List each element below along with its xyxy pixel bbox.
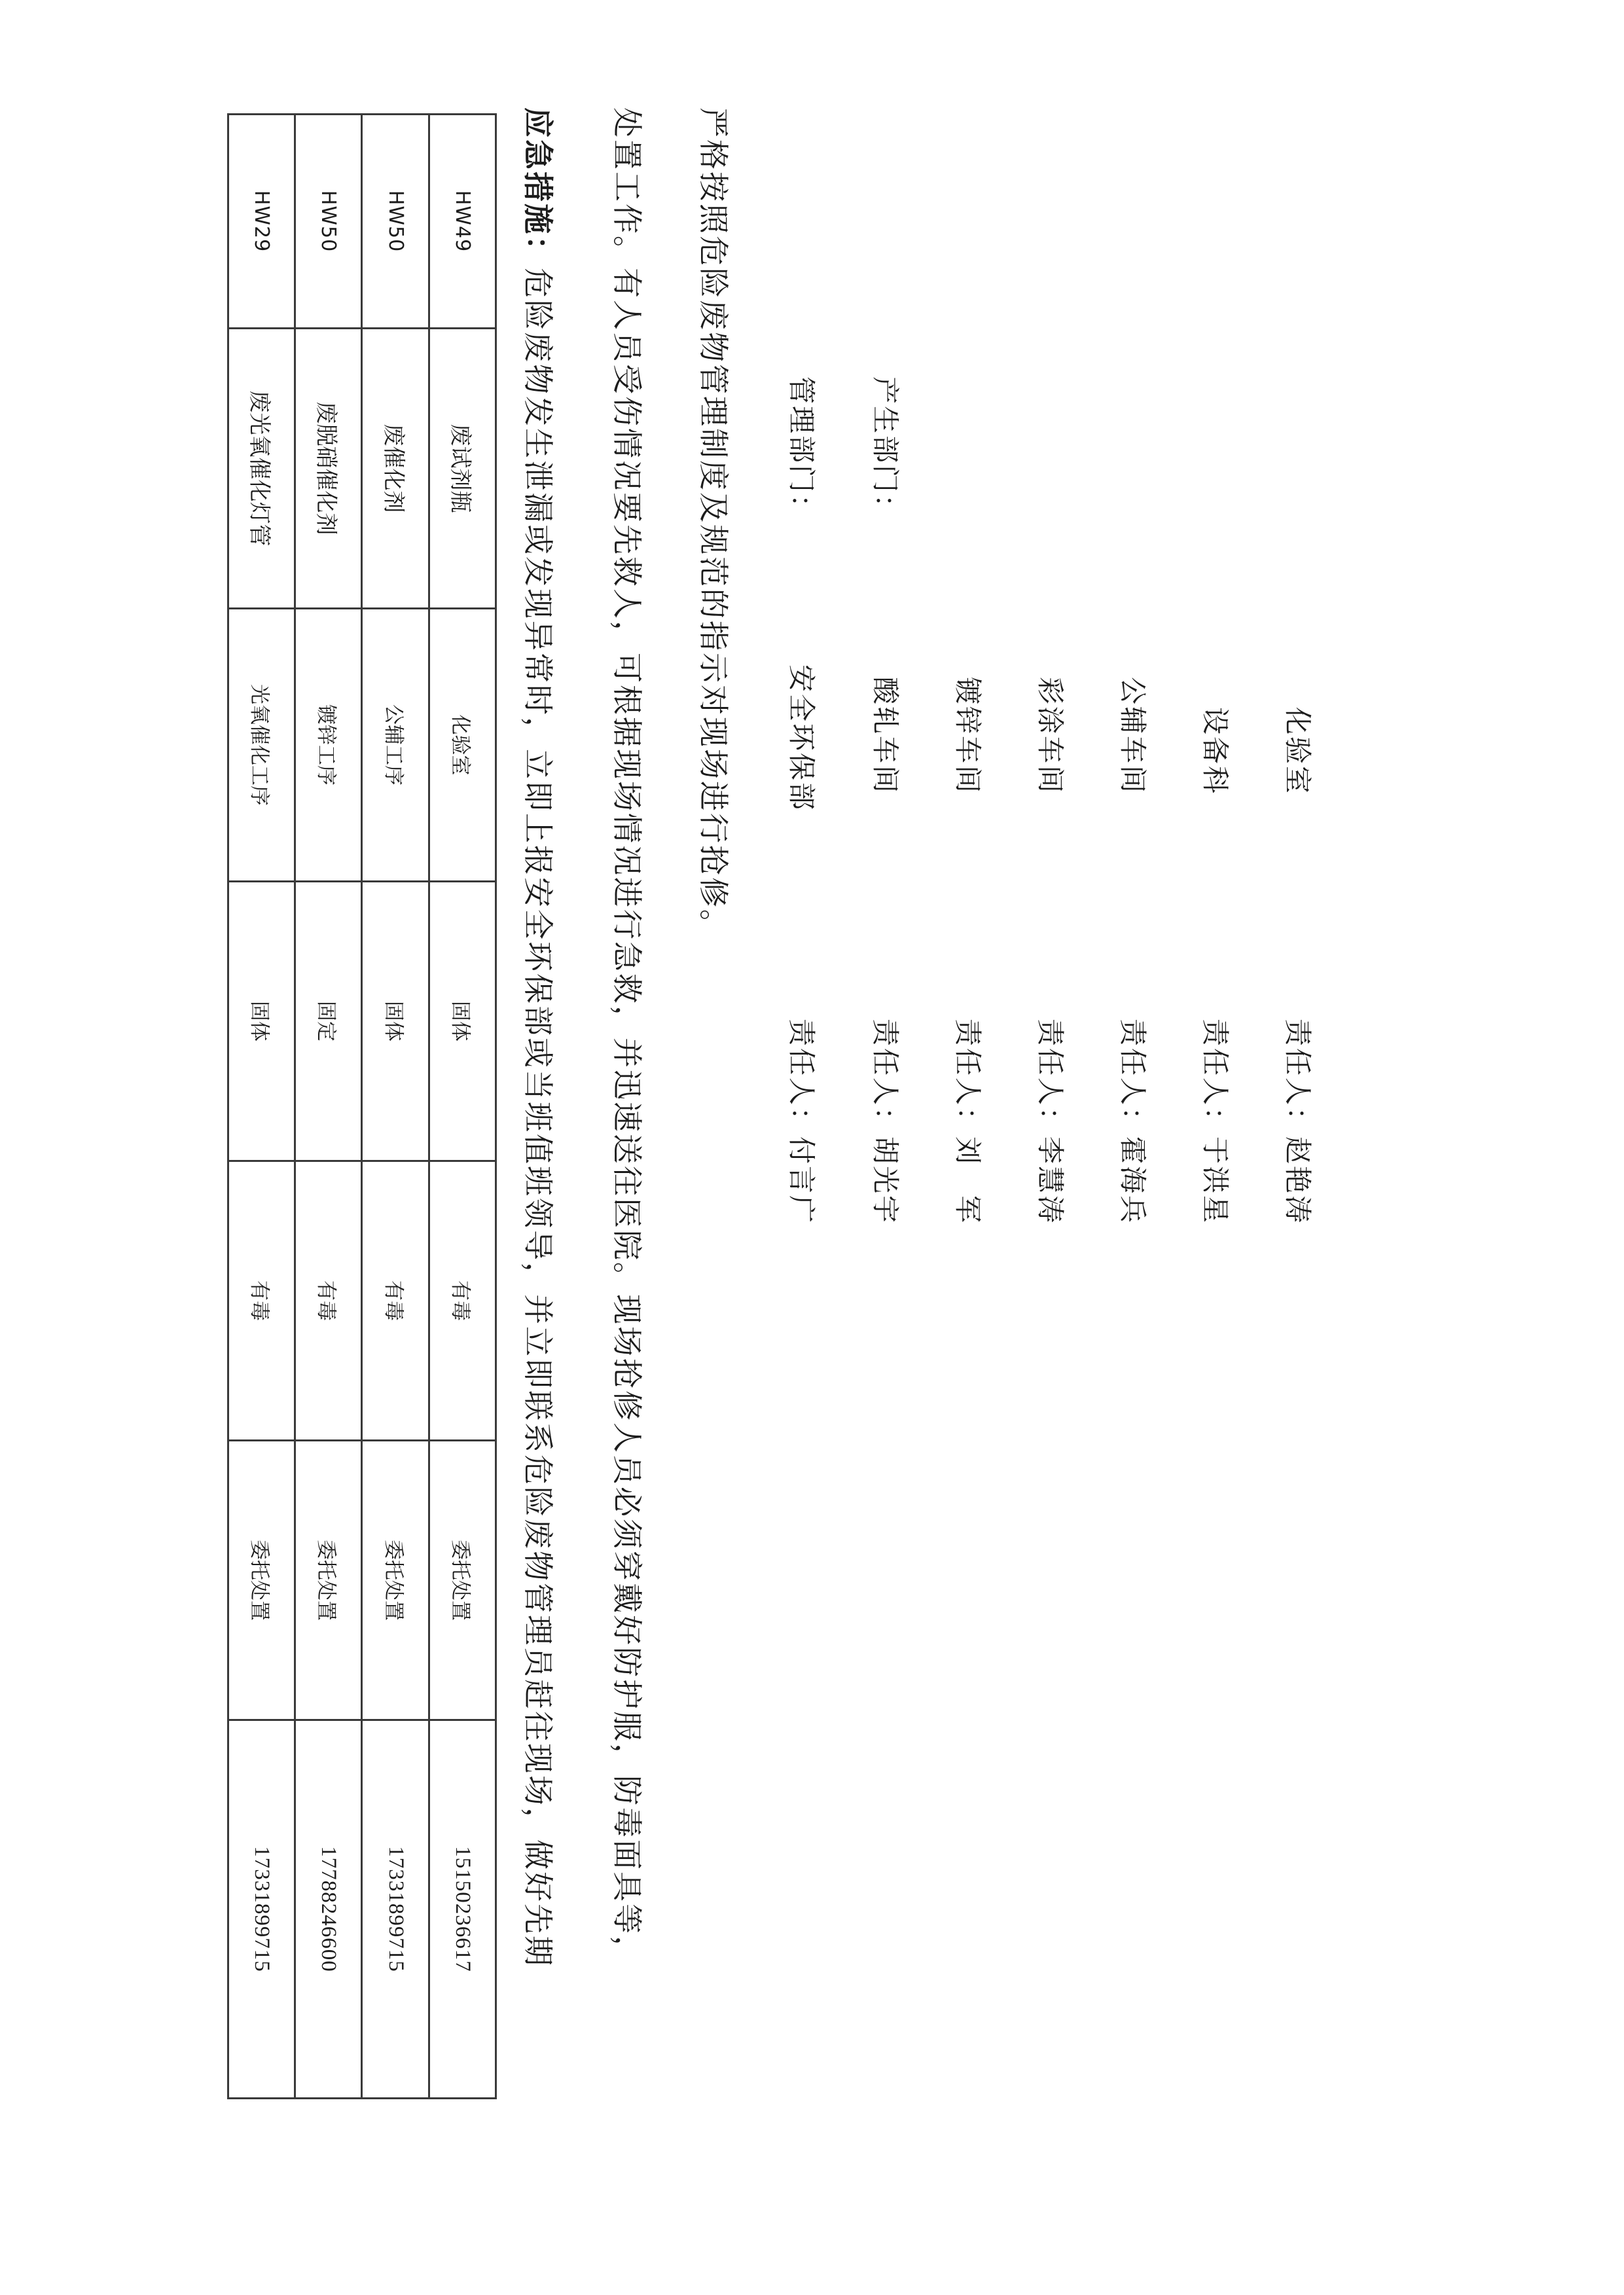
waste-form-cell: 固体 (362, 882, 429, 1161)
production-dept-label: 产生部门： (869, 376, 901, 524)
waste-form-cell: 固体 (228, 882, 295, 1161)
emergency-paragraph-line-3: 严格按照危险废物管理制度及规范的指示对现场进行抢修。 (696, 107, 731, 941)
table-row (362, 115, 429, 2099)
waste-item-cell: 废脱硝催化剂 (295, 329, 362, 609)
management-dept-label: 管理部门： (785, 376, 818, 524)
waste-form-cell: 固体 (429, 882, 496, 1161)
contact-phone-cell: 17331899715 (362, 1720, 429, 2099)
contact-phone-cell: 15150236617 (429, 1720, 496, 2099)
production-dept-name: 酸轧车间 (869, 677, 901, 795)
production-person: 责任人：于洪星 (1199, 1019, 1231, 1225)
emergency-paragraph-line-2: 处置工作。有人员受伤情况要先救人，可根据现场情况进行急救，并迅速送往医院。现场抢修人员必须穿戴好防护服，防毒面具等， (609, 107, 645, 1968)
waste-disposal-cell: 委托处置 (228, 1441, 295, 1720)
waste-source-cell: 化验室 (429, 609, 496, 882)
waste-form-cell: 固定 (295, 882, 362, 1161)
production-dept-name: 镀锌车间 (952, 677, 984, 795)
waste-code-cell: HW49 (429, 115, 496, 329)
waste-code-cell: HW50 (362, 115, 429, 329)
production-person: 责任人：霍海兵 (1117, 1019, 1149, 1225)
management-dept-name: 安全环保部 (785, 664, 818, 812)
emergency-text-1: 危险废物发生泄漏或发现异常时，立即上报安全环保部或当班值班领导，并立即联系危险废物管理员赶往现场，做好先期 (520, 268, 556, 1968)
table-row (295, 115, 362, 2099)
waste-source-cell: 光氧催化工序 (228, 609, 295, 882)
production-dept-name: 彩涂车间 (1034, 677, 1066, 795)
contact-phone-cell: 17788246600 (295, 1720, 362, 2099)
waste-toxicity-cell: 有毒 (429, 1161, 496, 1441)
hazardous-waste-table (227, 113, 497, 2099)
waste-item-cell: 废光氧催化灯管 (228, 329, 295, 609)
waste-disposal-cell: 委托处置 (362, 1441, 429, 1720)
production-person: 责任人：李慧涛 (1034, 1019, 1066, 1225)
table-row (228, 115, 295, 2099)
emergency-paragraph-line-1 (520, 107, 556, 1968)
waste-source-cell: 镀锌工序 (295, 609, 362, 882)
waste-item-cell: 废试剂瓶 (429, 329, 496, 609)
waste-item-cell: 废催化剂 (362, 329, 429, 609)
waste-disposal-cell: 委托处置 (429, 1441, 496, 1720)
production-dept-name: 公辅车间 (1117, 677, 1149, 795)
production-person: 责任人：胡光宇 (869, 1019, 901, 1225)
waste-toxicity-cell: 有毒 (228, 1161, 295, 1441)
waste-code-cell: HW50 (295, 115, 362, 329)
contact-phone-cell: 17331899715 (228, 1720, 295, 2099)
waste-code-cell: HW29 (228, 115, 295, 329)
production-dept-name: 化验室 (1282, 707, 1314, 796)
waste-source-cell: 公辅工序 (362, 609, 429, 882)
production-person: 责任人：刘 军 (952, 1019, 984, 1225)
emergency-lead: 应急措施： (520, 107, 556, 268)
production-person: 责任人：赵艳涛 (1282, 1019, 1314, 1225)
waste-toxicity-cell: 有毒 (362, 1161, 429, 1441)
waste-disposal-cell: 委托处置 (295, 1441, 362, 1720)
production-dept-name: 设备科 (1199, 707, 1231, 796)
management-person: 责任人：付言广 (785, 1019, 818, 1225)
waste-toxicity-cell: 有毒 (295, 1161, 362, 1441)
table-row (429, 115, 496, 2099)
